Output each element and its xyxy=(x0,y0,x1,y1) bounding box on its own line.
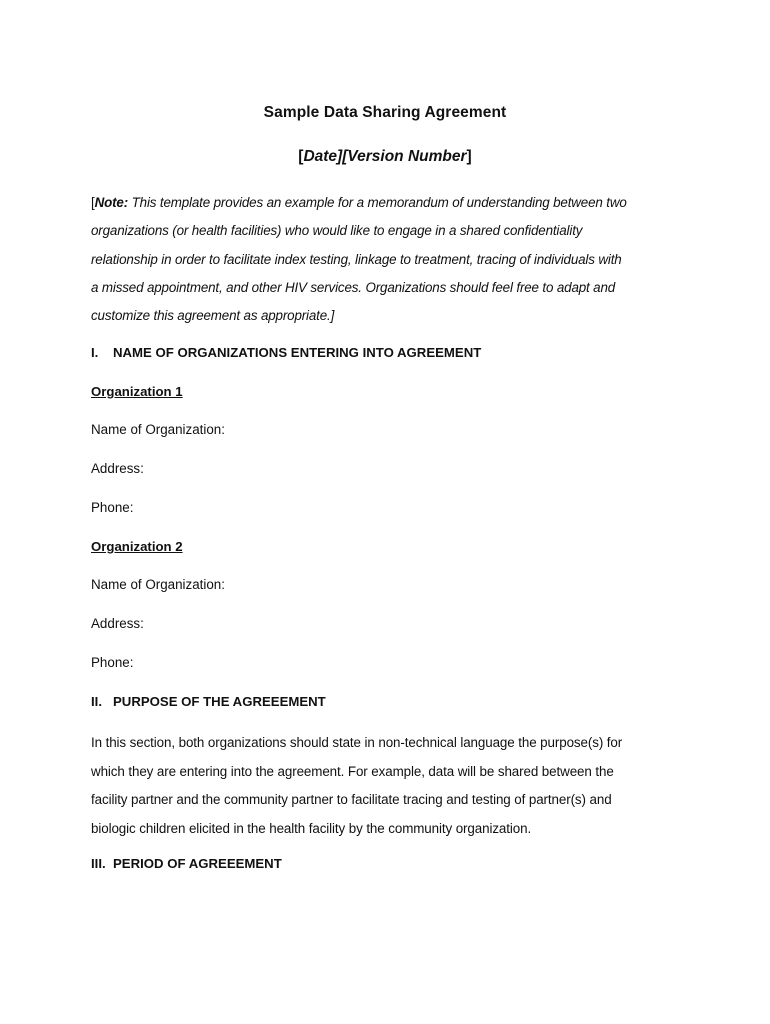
note-line: customize this agreement as appropriate.] xyxy=(91,308,335,324)
paragraph-line: In this section, both organizations should state in non-technical language the purpose(s) for xyxy=(91,735,623,750)
document-subtitle xyxy=(0,148,770,166)
note-prefix: [ xyxy=(91,195,95,210)
paragraph-line: biologic children elicited in the health facility by the community organization. xyxy=(91,820,532,836)
note-line-text: This template provides an example for a memorandum of understanding between two xyxy=(128,195,627,210)
section-heading-1 xyxy=(91,345,481,360)
org1-name-label: Name of Organization: xyxy=(91,422,225,437)
org2-address-label: Address: xyxy=(91,616,144,631)
section-number: III. xyxy=(91,856,106,871)
section-heading-2 xyxy=(91,694,326,709)
section-heading-3 xyxy=(91,856,282,871)
section-title: NAME OF ORGANIZATIONS ENTERING INTO AGREEMENT xyxy=(113,345,482,360)
section-number: II. xyxy=(91,694,102,709)
purpose-paragraph xyxy=(91,729,691,843)
paragraph-line: facility partner and the community partner to facilitate tracing and testing of partner(s) and xyxy=(91,792,612,807)
section-title: PURPOSE OF THE AGREEEMENT xyxy=(113,694,326,709)
org2-heading: Organization 2 xyxy=(91,539,183,554)
section-number: I. xyxy=(91,345,99,360)
org1-phone-label: Phone: xyxy=(91,500,134,515)
template-note xyxy=(91,189,691,330)
subtitle-bracket-close: ] xyxy=(466,148,472,165)
org2-phone-label: Phone: xyxy=(91,655,134,670)
section-title: PERIOD OF AGREEEMENT xyxy=(113,856,282,871)
subtitle-text: Date][Version Number xyxy=(303,148,467,165)
org2-name-label: Name of Organization: xyxy=(91,577,225,592)
org1-address-label: Address: xyxy=(91,461,144,476)
note-label: Note: xyxy=(94,195,129,210)
document-title: Sample Data Sharing Agreement xyxy=(263,104,507,121)
org1-heading: Organization 1 xyxy=(91,384,183,399)
subtitle-bracket-open: [ xyxy=(298,148,304,165)
paragraph-line: which they are entering into the agreement. For example, data will be shared between the xyxy=(91,763,614,779)
note-line xyxy=(91,189,691,217)
note-line: organizations (or health facilities) who would like to engage in a shared confidentiality xyxy=(91,223,583,239)
note-line: a missed appointment, and other HIV services. Organizations should feel free to adapt and xyxy=(91,279,616,295)
note-line: relationship in order to facilitate index testing, linkage to treatment, tracing of individuals with xyxy=(91,251,622,267)
